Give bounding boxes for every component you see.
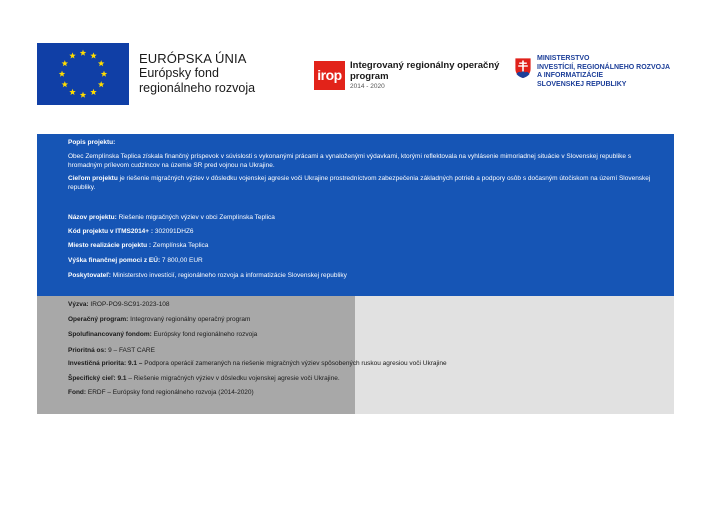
ministry-line3: A INFORMATIZÁCIE (537, 72, 604, 80)
eu-star-icon (98, 60, 104, 66)
goal-text: je riešenie migračných výziev v dôsledku vojenskej agresie voči Ukrajine prostredníctvom zabezpečenia základných potrieb a podpory osôb s dočasným útočiskom na území Slovenskej republiky. (68, 175, 651, 191)
goal-paragraph (68, 175, 658, 192)
call-value: IROP-PO9-SC91-2023-108 (88, 301, 170, 308)
project-code-row (68, 228, 658, 237)
project-name-row (68, 214, 658, 223)
project-amount-label: Výška finančnej pomoci z EÚ: (68, 257, 161, 264)
goal-label: Cieľom projektu (68, 175, 118, 182)
eu-star-icon (69, 52, 75, 58)
program-row (68, 316, 250, 324)
program-label: Operačný program: (68, 316, 129, 323)
specific-goal-row (68, 375, 340, 383)
eu-star-icon (80, 50, 86, 56)
program-value: Integrovaný regionálny operačný program (128, 316, 251, 323)
eu-stars-icon (37, 43, 129, 105)
fund-row (68, 389, 254, 397)
eu-text-block (139, 51, 255, 96)
eu-name: EURÓPSKA ÚNIA (139, 51, 247, 66)
project-place-value: Zemplínska Teplica (151, 242, 209, 249)
project-name-value: Riešenie migračných výziev v obci Zemplínska Teplica (116, 214, 275, 221)
eu-fund-line1: Európsky fond (139, 66, 219, 80)
project-provider-row (68, 272, 658, 281)
description-text: Obec Zemplínska Teplica získala finančný príspevok v súvislosti s vykonanými prácami a vynaloženými výdavkami, ktorými reflektovala na vyhlásenie mimoriadnej situácie v Slovenskej republike s hromadným prílevom cudzincov na územie SR pred vojnou na Ukrajine. (68, 153, 632, 169)
fund-value: ERDF – Európsky fond regionálneho rozvoja (2014-2020) (86, 389, 254, 396)
axis-value: 9 – FAST CARE (106, 347, 155, 354)
project-code-label: Kód projektu v ITMS2014+ : (68, 228, 154, 235)
project-amount-row (68, 257, 658, 266)
description-label: Popis projektu: (68, 139, 116, 146)
project-provider-value: Ministerstvo investícií, regionálneho rozvoja a informatizácie Slovenskej republiky (110, 272, 347, 279)
irop-mark: irop (314, 61, 345, 90)
slovak-coat-of-arms-icon (514, 57, 532, 79)
eu-star-icon (101, 71, 107, 77)
eu-star-icon (59, 71, 65, 77)
project-code-value: 302091DHZ6 (153, 228, 194, 235)
call-row (68, 301, 170, 309)
investment-priority-row (68, 360, 447, 368)
project-provider-label: Poskytovateľ: (68, 272, 111, 279)
cofund-row (68, 331, 257, 339)
axis-label: Prioritná os: (68, 347, 107, 354)
eu-star-icon (80, 92, 86, 98)
fund-label: Fond: (68, 389, 87, 396)
axis-row (68, 347, 155, 355)
specific-goal-value: – Riešenie migračných výziev v dôsledku vojenskej agresie voči Ukrajine. (126, 375, 340, 382)
ministry-line1: MINISTERSTVO (537, 55, 590, 62)
specific-goal-label: Špecifický cieľ: 9.1 (68, 375, 127, 382)
irop-years: 2014 - 2020 (350, 83, 385, 90)
cofund-value: Európsky fond regionálneho rozvoja (151, 331, 258, 338)
ministry-text (537, 55, 687, 89)
investment-priority-value: Podpora operácií zameraných na riešenie migračných výziev spôsobených ruskou agresiou voči Ukrajine (142, 360, 447, 367)
eu-fund-line2: regionálneho rozvoja (139, 81, 256, 95)
project-info-panel (37, 134, 674, 296)
eu-star-icon (90, 52, 96, 58)
irop-title: Integrovaný regionálny operačný program (350, 60, 500, 82)
eu-star-icon (62, 60, 68, 66)
eu-star-icon (98, 81, 104, 87)
call-label: Výzva: (68, 301, 89, 308)
eu-star-icon (90, 89, 96, 95)
project-place-row (68, 242, 658, 251)
eu-flag-logo (37, 43, 129, 105)
program-details-panel (37, 296, 674, 414)
eu-star-icon (69, 89, 75, 95)
investment-priority-label: Investičná priorita: 9.1 – (68, 360, 143, 367)
eu-star-icon (62, 81, 68, 87)
description-heading (68, 139, 658, 148)
cofund-label: Spolufinancovaný fondom: (68, 331, 152, 338)
ministry-line4: SLOVENSKEJ REPUBLIKY (537, 80, 627, 88)
ministry-line2: INVESTÍCIÍ, REGIONÁLNEHO ROZVOJA (537, 63, 671, 71)
project-name-label: Názov projektu: (68, 214, 117, 221)
project-amount-value: 7 800,00 EUR (160, 257, 203, 264)
project-place-label: Miesto realizácie projektu : (68, 242, 152, 249)
